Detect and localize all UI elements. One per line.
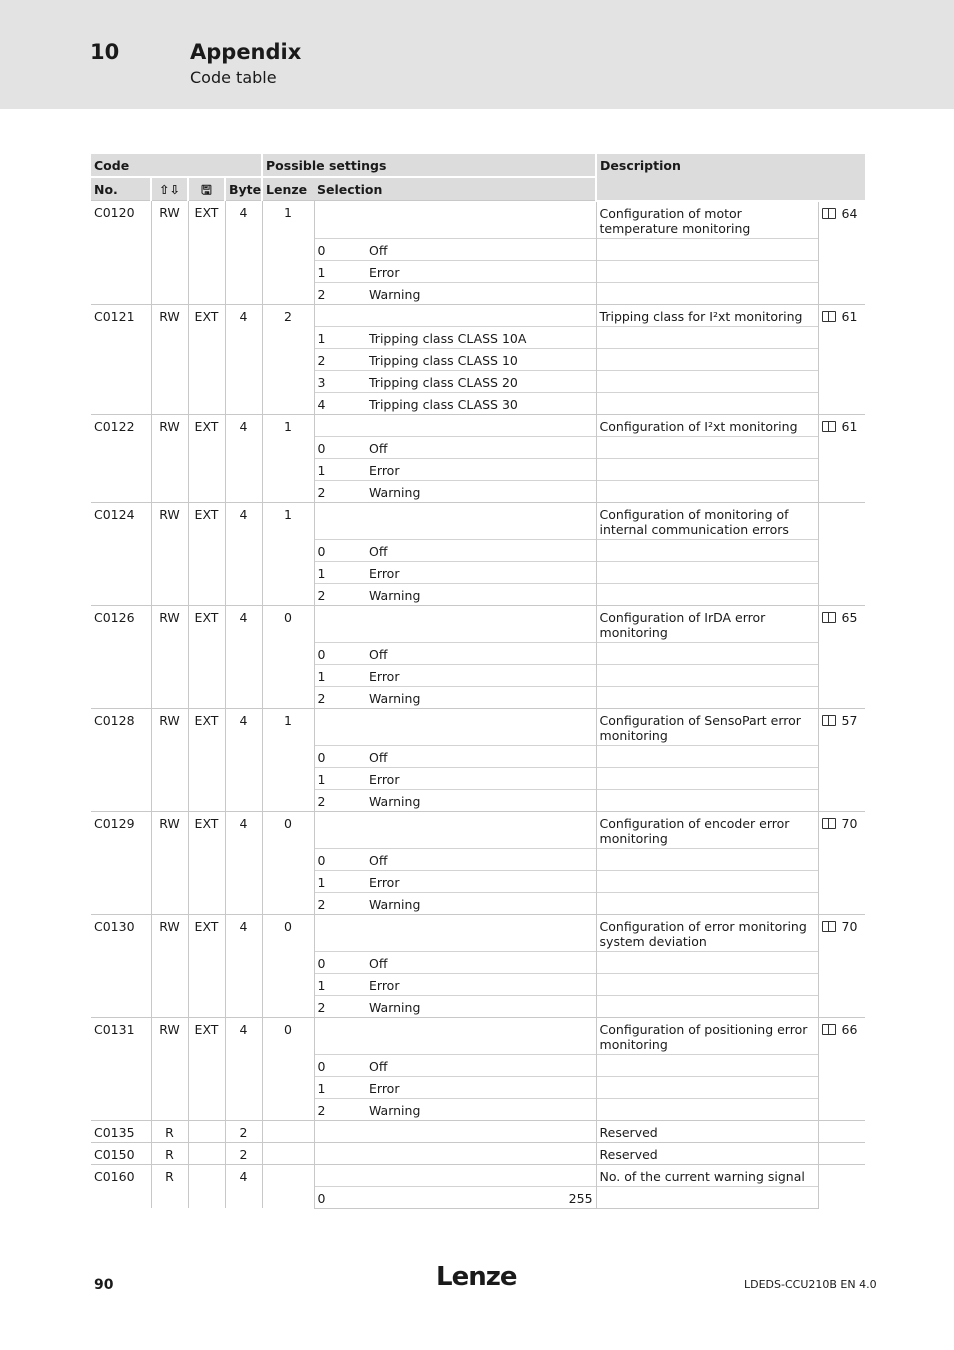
lenze-default: 1 [262,708,314,811]
page-reference [818,414,865,502]
page-reference [818,708,865,811]
page-number-ref: 64 [841,205,858,221]
option-label: Warning [366,995,596,1017]
byte-size: 4 [225,605,262,708]
byte-size: 4 [225,1017,262,1120]
code-number: C0131 [91,1017,151,1120]
option-label: Error [366,561,596,583]
access-rw: R [151,1142,188,1164]
option-value: 2 [314,686,366,708]
description: Configuration of encoder error monitoring [596,811,818,848]
access-rw: RW [151,914,188,1017]
page-number-ref: 70 [841,918,858,934]
code-number: C0130 [91,914,151,1017]
page-reference [818,1164,865,1208]
section-title: Code table [190,68,277,87]
table-body [91,201,865,1209]
save-ext [188,1164,225,1208]
option-label: Warning [366,789,596,811]
option-label: Off [366,951,596,973]
table-row [91,914,865,951]
table-row [91,201,865,239]
description: No. of the current warning signal [596,1164,818,1186]
option-description [596,436,818,458]
option-label: Error [366,458,596,480]
access-rw: RW [151,414,188,502]
option-value: 1 [314,1076,366,1098]
col-header-rw-icon: ⇧⇩ [151,177,188,201]
save-ext: EXT [188,414,225,502]
option-value: 2 [314,1098,366,1120]
code-number: C0121 [91,304,151,414]
option-description [596,583,818,605]
option-label: Error [366,260,596,282]
description: Configuration of positioning error monitoring [596,1017,818,1054]
option-label: Error [366,664,596,686]
table-row [91,1120,865,1142]
book-icon [822,921,836,932]
option-label: Tripping class CLASS 30 [366,392,596,414]
page-number-ref: 65 [841,609,858,625]
option-label: Warning [366,480,596,502]
option-value: 0 [314,745,366,767]
option-description [596,642,818,664]
table-row [91,1017,865,1054]
option-description [596,995,818,1017]
save-ext: EXT [188,1017,225,1120]
book-icon [822,208,836,219]
option-description [596,260,818,282]
description: Configuration of SensoPart error monitoring [596,708,818,745]
byte-size: 4 [225,201,262,305]
code-number: C0128 [91,708,151,811]
selection-empty [314,811,596,848]
option-description [596,238,818,260]
selection-empty [314,708,596,745]
lenze-default [262,1142,314,1164]
selection-empty [314,1017,596,1054]
option-label: Off [366,238,596,260]
selection-empty [314,502,596,539]
option-description [596,480,818,502]
description: Configuration of motor temperature monitoring [596,201,818,239]
byte-size: 2 [225,1142,262,1164]
lenze-default: 1 [262,502,314,605]
option-value: 0 [314,436,366,458]
option-label: Warning [366,282,596,304]
page-reference [818,914,865,1017]
lenze-default: 0 [262,914,314,1017]
page-reference [818,1120,865,1142]
option-description [596,282,818,304]
page-reference [818,502,865,605]
document-id: LDEDS-CCU210B EN 4.0 [744,1278,877,1291]
access-rw: RW [151,605,188,708]
option-description [596,539,818,561]
selection-empty [314,201,596,239]
byte-size: 2 [225,1120,262,1142]
byte-size: 4 [225,811,262,914]
option-value: 1 [314,260,366,282]
description: Configuration of error monitoring system deviation [596,914,818,951]
code-number: C0160 [91,1164,151,1208]
lenze-default: 1 [262,414,314,502]
selection-empty [314,1142,596,1164]
description: Configuration of IrDA error monitoring [596,605,818,642]
table-row [91,1142,865,1164]
option-description [596,664,818,686]
selection-empty [314,1164,596,1186]
option-label: Off [366,539,596,561]
range-description [596,1186,818,1208]
option-value: 2 [314,892,366,914]
option-value: 2 [314,789,366,811]
lenze-default: 0 [262,811,314,914]
save-ext: EXT [188,201,225,305]
option-value: 0 [314,539,366,561]
save-ext: EXT [188,304,225,414]
save-ext [188,1142,225,1164]
option-description [596,870,818,892]
range-max: 255 [366,1186,596,1208]
code-number: C0122 [91,414,151,502]
page-number-ref: 66 [841,1021,858,1037]
option-label: Tripping class CLASS 20 [366,370,596,392]
option-value: 1 [314,458,366,480]
option-description [596,1054,818,1076]
option-label: Off [366,745,596,767]
option-value: 1 [314,870,366,892]
code-number: C0135 [91,1120,151,1142]
table-row [91,708,865,745]
access-rw: RW [151,1017,188,1120]
option-description [596,370,818,392]
option-value: 1 [314,664,366,686]
option-value: 0 [314,848,366,870]
byte-size: 4 [225,914,262,1017]
col-header-byte: Byte [225,177,262,201]
selection-empty [314,605,596,642]
lenze-default [262,1120,314,1142]
group-header-code: Code [91,154,262,177]
lenze-default: 1 [262,201,314,305]
description: Reserved [596,1120,818,1142]
access-rw: R [151,1120,188,1142]
book-icon [822,715,836,726]
option-description [596,951,818,973]
code-table [91,154,865,1209]
selection-empty [314,1120,596,1142]
option-label: Error [366,767,596,789]
access-rw: RW [151,811,188,914]
page-reference [818,1017,865,1120]
page-number-ref: 70 [841,815,858,831]
book-icon [822,612,836,623]
option-label: Warning [366,686,596,708]
selection-empty [314,914,596,951]
page-reference [818,811,865,914]
option-label: Off [366,642,596,664]
option-value: 0 [314,238,366,260]
book-icon [822,1024,836,1035]
access-rw: RW [151,708,188,811]
option-description [596,1098,818,1120]
option-value: 1 [314,561,366,583]
table-row [91,811,865,848]
option-value: 1 [314,767,366,789]
group-header-possible-settings: Possible settings [262,154,596,177]
access-rw: RW [151,304,188,414]
option-label: Warning [366,583,596,605]
option-description [596,348,818,370]
access-rw: R [151,1164,188,1208]
option-description [596,767,818,789]
range-min: 0 [314,1186,366,1208]
option-description [596,892,818,914]
option-description [596,789,818,811]
page-number: 90 [94,1277,114,1293]
option-description [596,686,818,708]
option-value: 1 [314,326,366,348]
page-reference [818,605,865,708]
save-ext: EXT [188,708,225,811]
option-description [596,745,818,767]
option-description [596,1076,818,1098]
option-value: 4 [314,392,366,414]
byte-size: 4 [225,304,262,414]
byte-size: 4 [225,502,262,605]
lenze-default: 2 [262,304,314,414]
table-row [91,502,865,539]
option-value: 2 [314,995,366,1017]
option-label: Error [366,1076,596,1098]
lenze-default: 0 [262,1017,314,1120]
option-label: Error [366,973,596,995]
byte-size: 4 [225,414,262,502]
description: Configuration of monitoring of internal communication errors [596,502,818,539]
option-value: 2 [314,583,366,605]
option-description [596,326,818,348]
option-value: 0 [314,642,366,664]
option-value: 2 [314,480,366,502]
col-header-save-icon: 🖫 [188,177,225,201]
access-rw: RW [151,502,188,605]
page-reference [818,1142,865,1164]
option-description [596,848,818,870]
option-description [596,561,818,583]
lenze-logo: Lenze [436,1262,517,1292]
book-icon [822,421,836,432]
table-row [91,605,865,642]
page-reference [818,304,865,414]
byte-size: 4 [225,1164,262,1208]
chapter-number: 10 [90,40,120,64]
code-number: C0124 [91,502,151,605]
access-rw: RW [151,201,188,305]
save-ext: EXT [188,502,225,605]
option-value: 1 [314,973,366,995]
byte-size: 4 [225,708,262,811]
save-ext: EXT [188,605,225,708]
code-number: C0129 [91,811,151,914]
description: Tripping class for I²xt monitoring [596,304,818,326]
option-label: Off [366,848,596,870]
table-row [91,304,865,326]
option-value: 0 [314,1054,366,1076]
lenze-default: 0 [262,605,314,708]
code-number: C0150 [91,1142,151,1164]
code-number: C0126 [91,605,151,708]
option-value: 2 [314,348,366,370]
option-label: Tripping class CLASS 10 [366,348,596,370]
page-number-ref: 61 [841,308,858,324]
option-value: 0 [314,951,366,973]
selection-empty [314,414,596,436]
group-header-description: Description [596,154,865,201]
col-header-selection: Selection [314,177,596,201]
description: Configuration of I²xt monitoring [596,414,818,436]
option-description [596,392,818,414]
book-icon [822,311,836,322]
table-row [91,414,865,436]
option-label: Error [366,870,596,892]
description: Reserved [596,1142,818,1164]
book-icon [822,818,836,829]
col-header-lenze: Lenze [262,177,314,201]
option-description [596,973,818,995]
option-value: 2 [314,282,366,304]
save-ext: EXT [188,914,225,1017]
page-number-ref: 61 [841,418,858,434]
header-band [0,0,954,109]
col-header-no: No. [91,177,151,201]
option-description [596,458,818,480]
option-label: Off [366,1054,596,1076]
option-label: Warning [366,892,596,914]
code-number: C0120 [91,201,151,305]
chapter-title: Appendix [190,40,302,64]
save-ext: EXT [188,811,225,914]
option-label: Off [366,436,596,458]
lenze-default [262,1164,314,1208]
page-number-ref: 57 [841,712,858,728]
page-reference [818,201,865,305]
option-label: Tripping class CLASS 10A [366,326,596,348]
selection-empty [314,304,596,326]
table-row [91,1164,865,1186]
save-ext [188,1120,225,1142]
option-label: Warning [366,1098,596,1120]
option-value: 3 [314,370,366,392]
